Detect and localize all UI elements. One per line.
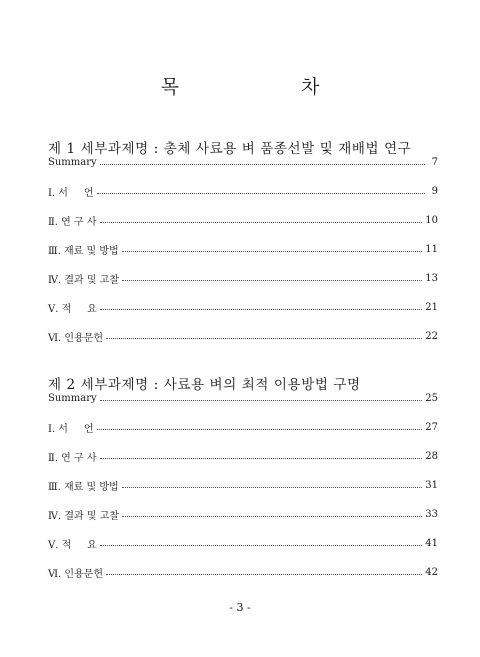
toc-entry-introduction[interactable] (48, 184, 438, 198)
toc-entry-label: Ⅲ. 재료 및 방법 (48, 245, 119, 257)
toc-entry-introduction[interactable] (48, 420, 438, 434)
dot-leader (122, 280, 422, 281)
page-title: 목 차 (160, 76, 378, 98)
toc-entry-page: 11 (425, 243, 438, 255)
toc-entry-label: Ⅴ. 적 요 (48, 303, 97, 315)
dot-leader (97, 429, 423, 430)
toc-entry-label: Ⅴ. 적 요 (48, 539, 97, 551)
dot-leader (100, 309, 422, 310)
toc-entry-results-discussion[interactable] (48, 507, 438, 521)
toc-entry-label: Summary (48, 156, 97, 168)
toc-entry-label: Ⅳ. 결과 및 고찰 (48, 510, 120, 522)
toc-entry-label: Ⅰ. 서 언 (48, 423, 94, 435)
toc-entry-page: 25 (425, 392, 438, 404)
dot-leader (100, 400, 423, 401)
toc-entry-page: 13 (425, 272, 438, 284)
toc-entry-label: Ⅱ. 연 구 사 (48, 452, 97, 464)
toc-section-1 (48, 137, 438, 157)
toc-entry-page: 27 (425, 421, 438, 433)
toc-list-1 (48, 155, 438, 345)
dot-leader (122, 487, 423, 488)
toc-entry-materials-methods[interactable] (48, 478, 438, 492)
toc-entry-references[interactable] (48, 329, 438, 343)
toc-entry-page: 21 (425, 301, 438, 313)
dot-leader (100, 222, 423, 223)
dot-leader (122, 251, 423, 252)
dot-leader (100, 164, 425, 165)
toc-entry-abstract[interactable] (48, 300, 438, 314)
toc-entry-label: Ⅳ. 결과 및 고찰 (48, 274, 120, 286)
section-heading: 제 2 세부과제명 : 사료용 벼의 최적 이용방법 구명 (48, 377, 361, 393)
toc-entry-page: 31 (425, 479, 438, 491)
toc-entry-label: Ⅰ. 서 언 (48, 187, 94, 199)
toc-entry-references[interactable] (48, 565, 438, 579)
toc-list-2 (48, 391, 438, 581)
toc-entry-page: 22 (425, 330, 438, 342)
toc-entry-page: 10 (425, 214, 438, 226)
toc-entry-results-discussion[interactable] (48, 271, 438, 285)
toc-entry-page: 9 (431, 185, 438, 197)
toc-entry-label: Ⅵ. 인용문헌 (48, 568, 104, 580)
toc-entry-abstract[interactable] (48, 536, 438, 550)
dot-leader (97, 193, 425, 194)
toc-entry-research-history[interactable] (48, 449, 438, 463)
toc-entry-page: 42 (425, 566, 438, 578)
toc-entry-label: Ⅵ. 인용문헌 (48, 332, 104, 344)
toc-entry-label: Summary (48, 392, 97, 404)
toc-entry-summary[interactable] (48, 391, 438, 405)
toc-entry-page: 33 (425, 508, 438, 520)
toc-entry-page: 7 (431, 156, 438, 168)
dot-leader (100, 458, 423, 459)
toc-section-2 (48, 373, 438, 393)
dot-leader (106, 338, 422, 339)
toc-entry-research-history[interactable] (48, 213, 438, 227)
toc-entry-materials-methods[interactable] (48, 242, 438, 256)
toc-entry-label: Ⅲ. 재료 및 방법 (48, 481, 119, 493)
toc-entry-summary[interactable] (48, 155, 438, 169)
toc-entry-page: 41 (425, 537, 438, 549)
dot-leader (122, 516, 422, 517)
toc-entry-page: 28 (425, 450, 438, 462)
dot-leader (100, 545, 422, 546)
section-heading: 제 1 세부과제명 : 총체 사료용 벼 품종선발 및 재배법 연구 (48, 141, 412, 157)
dot-leader (106, 574, 422, 575)
toc-entry-label: Ⅱ. 연 구 사 (48, 216, 97, 228)
page-number-footer: - 3 - (229, 601, 251, 614)
